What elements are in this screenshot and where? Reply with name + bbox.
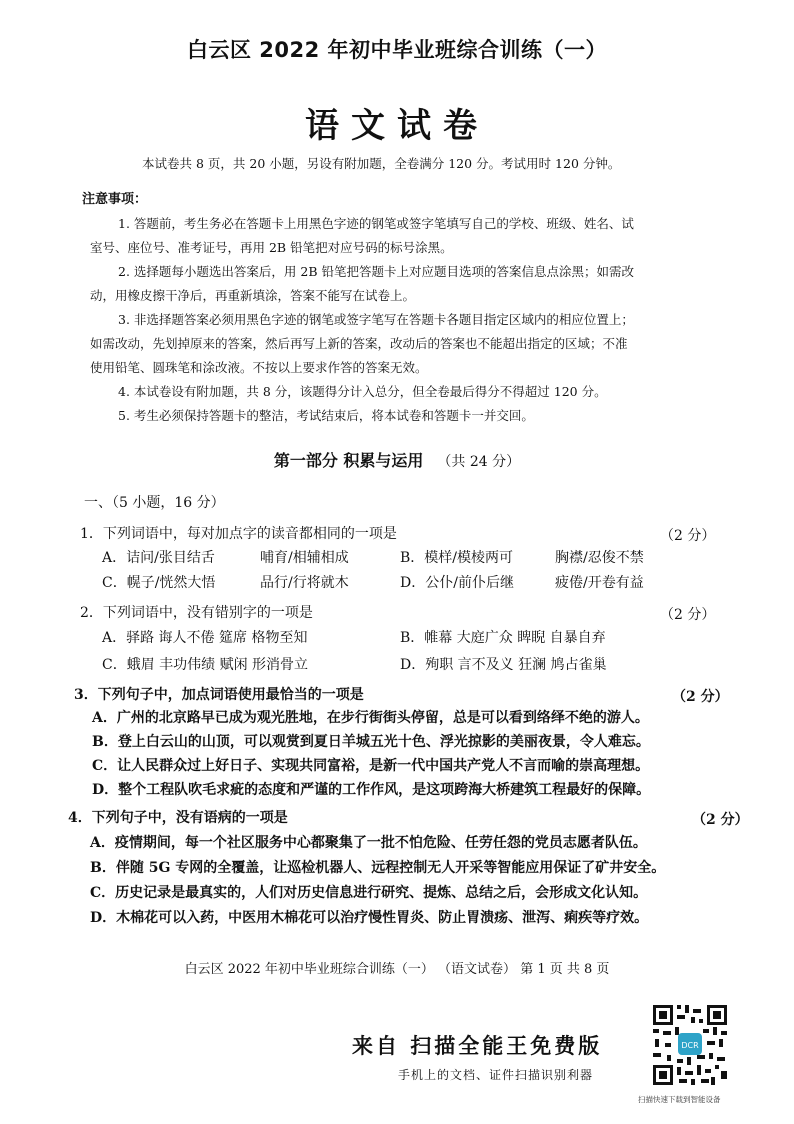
notice-line: 4. 本试卷设有附加题，共 8 分，该题得分计入总分，但全卷最后得分不得超过 120 分。 — [118, 384, 607, 399]
notice-block — [90, 212, 710, 428]
option-a: A．驿路 诲人不倦 筵席 格物至知 — [102, 630, 308, 646]
option-c: C．蛾眉 丰功伟绩 赋闲 形消骨立 — [102, 657, 309, 673]
page-footer: 白云区 2022 年初中毕业班综合训练（一） （语文试卷） 第 1 页 共 8 页 — [184, 962, 610, 977]
option-a: A．疫情期间，每一个社区服务中心都聚集了一批不怕危险、任劳任怨的党员志愿者队伍。 — [90, 835, 647, 851]
section-head: 一、（5 小题，16 分） — [84, 495, 225, 511]
option-c: C．历史记录是最真实的，人们对历史信息进行研究、提炼、总结之后，会形成文化认知。 — [90, 885, 648, 901]
option-d: D．木棉花可以入药，中医用木棉花可以治疗慢性胃炎、防止胃溃疡、泄泻、痢疾等疗效。 — [90, 910, 649, 926]
scanner-watermark: 来自 扫描全能王免费版 — [352, 1033, 603, 1058]
notice-line: 2. 选择题每小题选出答案后，用 2B 铅笔把答题卡上对应题目选项的答案信息点涂黑；如需改 — [118, 264, 634, 279]
option-c-2: 品行/行将就木 — [260, 575, 349, 591]
option-b: B．模样/模棱两可 — [400, 550, 514, 566]
part-title — [0, 448, 794, 471]
qr-caption: 扫描快速下载到智能设备 — [638, 1095, 721, 1104]
option-b: B．帷幕 大庭广众 睥睨 自暴自弃 — [400, 630, 606, 646]
option-d: D．公仆/前仆后继 — [400, 575, 514, 591]
question-points: （2 分） — [692, 812, 749, 828]
option-b: B．伴随 5G 专网的全覆盖，让巡检机器人、远程控制无人开采等智能应用保证了矿井安全。 — [90, 860, 666, 876]
subject-title: 语文试卷 — [305, 106, 489, 146]
option-d-2: 疲倦/开卷有益 — [555, 575, 644, 591]
notice-line: 3. 非选择题答案必须用黑色字迹的钢笔或签字笔写在答题卡各题目指定区域内的相应位置上； — [118, 312, 634, 327]
option-a-2: 哺育/相辅相成 — [260, 550, 349, 566]
question-points: （2 分） — [660, 607, 716, 623]
part-title-text: 第一部分 积累与运用 — [273, 451, 424, 470]
option-d: D．整个工程队吹毛求疵的态度和严谨的工作作风，是这项跨海大桥建筑工程最好的保障。 — [92, 782, 651, 798]
option-d: D．殉职 言不及义 狂澜 鸠占雀巢 — [400, 657, 607, 673]
question-points: （2 分） — [672, 689, 729, 705]
notice-line: 如需改动，先划掉原来的答案，然后再写上新的答案，改动后的答案也不能超出指定的区域；不准 — [90, 336, 628, 351]
part-score: （共 24 分） — [437, 454, 521, 470]
question-points: （2 分） — [660, 528, 716, 544]
question-stem: 3．下列句子中，加点词语使用最恰当的一项是 — [74, 687, 364, 703]
notice-title: 注意事项： — [82, 192, 148, 207]
option-a: A．广州的北京路早已成为观光胜地，在步行街街头停留，总是可以看到络绎不绝的游人。 — [92, 710, 649, 726]
question-stem: 2．下列词语中，没有错别字的一项是 — [80, 605, 313, 621]
question-stem: 4．下列句子中，没有语病的一项是 — [68, 810, 288, 826]
option-a: A．诘问/张目结舌 — [102, 550, 215, 566]
qr-logo-label: DCR — [681, 1041, 699, 1050]
option-c: C．幌子/恍然大悟 — [102, 575, 216, 591]
question-stem: 1．下列词语中，每对加点字的读音都相同的一项是 — [80, 526, 397, 542]
notice-line: 1. 答题前，考生务必在答题卡上用黑色字迹的钢笔或签字笔填写自己的学校、班级、姓名、试 — [118, 216, 634, 231]
notice-line: 使用铅笔、圆珠笔和涂改液。不按以上要求作答的答案无效。 — [90, 360, 428, 375]
qr-code — [651, 1003, 729, 1087]
exam-title: 白云区 2022 年初中毕业班综合训练（一） — [186, 38, 608, 62]
option-b-2: 胸襟/忍俊不禁 — [555, 550, 644, 566]
notice-line: 室号、座位号、准考证号，再用 2B 铅笔把对应号码的标号涂黑。 — [90, 240, 453, 255]
exam-intro: 本试卷共 8 页，共 20 小题，另设有附加题，全卷满分 120 分。考试用时 120 分钟。 — [142, 156, 621, 171]
option-c: C．让人民群众过上好日子、实现共同富裕，是新一代中国共产党人不言而喻的崇高理想。 — [92, 758, 650, 774]
scanner-tagline: 手机上的文档、证件扫描识别利器 — [398, 1068, 594, 1082]
notice-line: 5. 考生必须保持答题卡的整洁，考试结束后，将本试卷和答题卡一并交回。 — [118, 408, 534, 423]
notice-line: 动，用橡皮擦干净后，再重新填涂，答案不能写在试卷上。 — [90, 288, 416, 303]
option-b: B．登上白云山的山顶，可以观赏到夏日羊城五光十色、浮光掠影的美丽夜景，令人难忘。 — [92, 734, 650, 750]
